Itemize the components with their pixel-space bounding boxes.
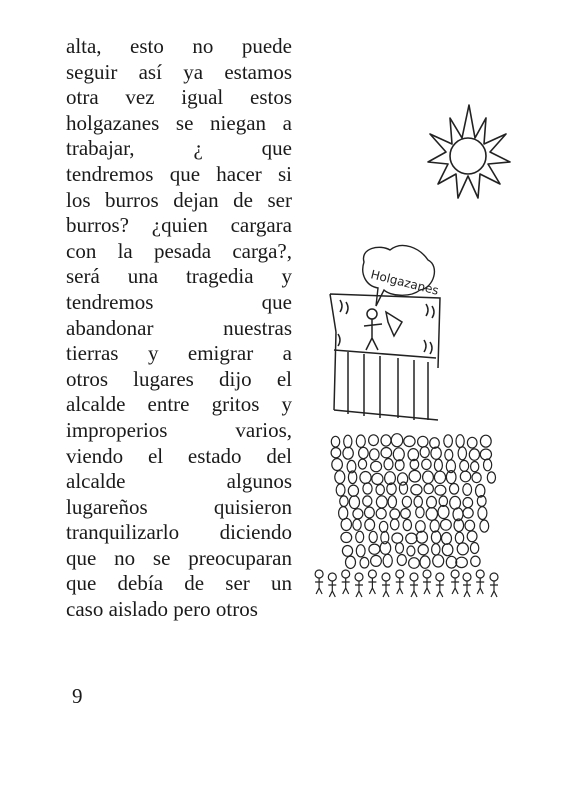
- crowd-head: [414, 496, 422, 507]
- crowd-head: [390, 519, 399, 530]
- crowd-head: [379, 521, 387, 532]
- crowd-head: [411, 485, 422, 495]
- crowd-head: [343, 447, 353, 459]
- crowd-head: [399, 482, 407, 494]
- crowd-head: [369, 531, 377, 542]
- crowd-head: [403, 519, 411, 530]
- text-line: otros lugares dijo el: [66, 366, 292, 391]
- crowd-person-body: [328, 581, 336, 597]
- crowd-head: [418, 545, 428, 555]
- crowd-head: [457, 543, 468, 555]
- text-line: alcalde algunos: [66, 469, 292, 494]
- crowd-head: [434, 459, 442, 471]
- crowd-head: [487, 472, 495, 483]
- crowd-person-head: [436, 573, 444, 581]
- crowd-head: [360, 472, 371, 484]
- crowd-head: [460, 471, 470, 482]
- crowd-person-body: [463, 581, 471, 597]
- crowd-person-body: [451, 578, 459, 594]
- crowd-head: [332, 459, 343, 471]
- crowd-head: [341, 518, 351, 530]
- crowd-head: [418, 436, 428, 447]
- text-line: los burros dejan de ser: [66, 187, 292, 212]
- crowd-head: [339, 507, 348, 520]
- crowd-person-head: [463, 573, 471, 581]
- crowd-head: [371, 461, 382, 471]
- text-line: que no se preocuparan: [66, 545, 292, 570]
- crowd-head: [346, 556, 356, 568]
- crowd-head: [401, 509, 411, 519]
- crowd-head: [455, 532, 463, 543]
- crowd-head: [384, 459, 393, 470]
- crowd-head: [371, 555, 382, 566]
- crowd-head: [431, 447, 441, 459]
- crowd-head: [369, 544, 380, 554]
- crowd-head: [363, 483, 372, 494]
- crowd-head: [427, 496, 437, 508]
- crowd-head: [435, 485, 446, 495]
- crowd-head: [370, 449, 380, 460]
- text-line: alta, esto no puede: [66, 34, 292, 58]
- crowd-head: [430, 520, 439, 532]
- crowd-head: [390, 509, 400, 519]
- crowd-head: [424, 484, 433, 494]
- crowd-head: [335, 471, 345, 484]
- page-number: 9: [72, 684, 83, 708]
- crowd-head: [385, 472, 396, 485]
- drawing-canvas: [290, 100, 550, 620]
- crowd-people: [315, 570, 498, 597]
- crowd-person-body: [315, 578, 323, 594]
- crowd-head: [439, 496, 447, 506]
- crowd-head: [331, 448, 341, 458]
- crowd-head: [472, 473, 481, 483]
- crowd-head: [471, 556, 480, 566]
- crowd-head: [381, 448, 392, 458]
- text-line: otra vez igual estos: [66, 85, 292, 110]
- text-line: tendremos que: [66, 289, 292, 314]
- text-line: caso aislado pero otros: [66, 597, 258, 622]
- crowd-head: [416, 521, 426, 533]
- crowd-head: [344, 435, 352, 448]
- crowd-head: [434, 471, 445, 483]
- crowd-head: [376, 508, 386, 519]
- crowd-head: [465, 520, 475, 531]
- crowd-head: [430, 438, 440, 449]
- crowd-head: [356, 435, 365, 447]
- crowd-head: [480, 435, 491, 447]
- crowd-head: [396, 543, 404, 554]
- crowd-head: [393, 448, 404, 461]
- crowd-head: [445, 449, 453, 460]
- crowd-head: [420, 556, 430, 568]
- story-text: [66, 34, 292, 623]
- crowd-head: [467, 437, 477, 448]
- crowd-head: [463, 484, 472, 496]
- crowd-person-body: [368, 578, 376, 594]
- crowd-person-body: [490, 581, 498, 597]
- crowd-head: [463, 508, 473, 518]
- crowd-head: [381, 435, 391, 446]
- crowd-head: [388, 496, 396, 508]
- text-line: tierras y emigrar a: [66, 341, 292, 366]
- crowd-head: [420, 447, 429, 458]
- crowd-person-body: [410, 581, 418, 597]
- crowd-head: [353, 519, 361, 530]
- text-line: tendremos que hacer si: [66, 161, 292, 186]
- text-line: será una tragedia y: [66, 264, 292, 289]
- crowd-head: [348, 485, 358, 496]
- crowd-head: [365, 519, 375, 531]
- crowd-head: [349, 496, 359, 509]
- crowd-head: [342, 546, 352, 557]
- crowd-person-head: [368, 570, 376, 578]
- crowd-head: [426, 508, 437, 521]
- text-line: con la pesada carga?,: [66, 238, 292, 263]
- crowd-person-head: [423, 570, 431, 578]
- crowd-head: [433, 555, 444, 567]
- crowd-head: [376, 485, 384, 495]
- text-line: alcalde entre gritos y: [66, 392, 292, 417]
- crowd-head: [416, 507, 424, 518]
- crowd-person-head: [396, 570, 404, 578]
- crowd-head: [392, 533, 403, 543]
- crowd-head: [469, 449, 479, 460]
- text-line: holgazanes se niegan a: [66, 110, 292, 135]
- crowd-head: [331, 436, 339, 447]
- child-drawing: [290, 100, 550, 620]
- crowd-head: [383, 554, 392, 567]
- crowd-person-head: [315, 570, 323, 578]
- crowd-head: [458, 447, 466, 460]
- crowd-head: [456, 557, 468, 567]
- text-line: seguir así ya estamos: [66, 59, 292, 84]
- crowd-head: [422, 459, 431, 469]
- building: [330, 294, 440, 420]
- crowd-head: [404, 436, 415, 447]
- crowd-head: [376, 496, 387, 508]
- crowd-head: [450, 484, 459, 495]
- sun-icon: [428, 105, 510, 198]
- crowd-person-body: [436, 581, 444, 597]
- crowd-head: [442, 533, 452, 545]
- text-line: abandonar nuestras: [66, 315, 292, 340]
- crowd-head: [360, 557, 369, 568]
- crowd-head: [359, 447, 369, 458]
- crowd-head: [446, 556, 456, 568]
- crowd-head: [409, 470, 421, 482]
- crowd-person-body: [382, 581, 390, 597]
- text-line: tranquilizarlo diciendo: [66, 520, 292, 545]
- text-line: improperios varios,: [66, 417, 292, 442]
- crowd-head: [369, 435, 379, 446]
- crowd-person-body: [396, 578, 404, 594]
- crowd-head: [471, 462, 479, 472]
- crowd-head: [372, 473, 383, 484]
- text-line: lugareños quisieron: [66, 494, 292, 519]
- crowd-head: [365, 507, 375, 518]
- crowd-person-head: [476, 570, 484, 578]
- crowd-person-head: [342, 570, 350, 578]
- crowd-head: [467, 531, 477, 542]
- text-line: que debía de ser un: [66, 571, 292, 596]
- crowd-head: [356, 531, 364, 542]
- text-line: trabajar, ¿ que: [66, 136, 292, 161]
- crowd-head: [423, 471, 434, 483]
- crowd-head: [402, 496, 411, 507]
- crowd-head: [409, 558, 420, 569]
- crowd-head: [441, 519, 452, 530]
- crowd-head: [336, 484, 345, 496]
- crowd-head: [463, 498, 473, 508]
- crowd-person-body: [342, 578, 350, 594]
- crowd-head: [340, 496, 348, 507]
- crowd-person-head: [451, 570, 459, 578]
- crowd-head: [470, 543, 478, 554]
- crowd-head: [460, 460, 469, 471]
- crowd-head: [358, 459, 366, 469]
- crowd-head: [456, 435, 464, 448]
- crowd-head: [438, 506, 449, 519]
- crowd-person-body: [423, 578, 431, 594]
- crowd-head: [363, 496, 372, 506]
- crowd-head: [484, 459, 492, 471]
- crowd-head: [450, 496, 461, 509]
- crowd-head: [432, 544, 440, 555]
- crowd-person-head: [355, 573, 363, 581]
- crowd-head: [356, 545, 365, 557]
- crowd-person-body: [476, 578, 484, 594]
- crowd-head: [408, 449, 419, 461]
- crowd: [331, 434, 495, 569]
- crowd-head: [406, 533, 417, 544]
- crowd-head: [353, 509, 363, 519]
- speech-bubble-text: Holgazanes: [369, 267, 441, 298]
- crowd-person-head: [382, 573, 390, 581]
- crowd-head: [442, 544, 453, 556]
- crowd-person-body: [355, 581, 363, 597]
- crowd-person-head: [490, 573, 498, 581]
- crowd-head: [480, 520, 489, 532]
- crowd-head: [480, 449, 491, 460]
- crowd-head: [416, 531, 427, 543]
- crowd-head: [341, 532, 352, 542]
- text-line: burros? ¿quien cargara: [66, 213, 292, 238]
- crowd-person-head: [410, 573, 418, 581]
- crowd-head: [397, 555, 406, 566]
- crowd-head: [431, 531, 440, 543]
- crowd-head: [407, 546, 415, 556]
- crowd-person-head: [328, 573, 336, 581]
- crowd-head: [391, 434, 402, 447]
- text-line: viendo el estado del: [66, 443, 292, 468]
- crowd-head: [478, 507, 487, 520]
- crowd-head: [444, 435, 453, 447]
